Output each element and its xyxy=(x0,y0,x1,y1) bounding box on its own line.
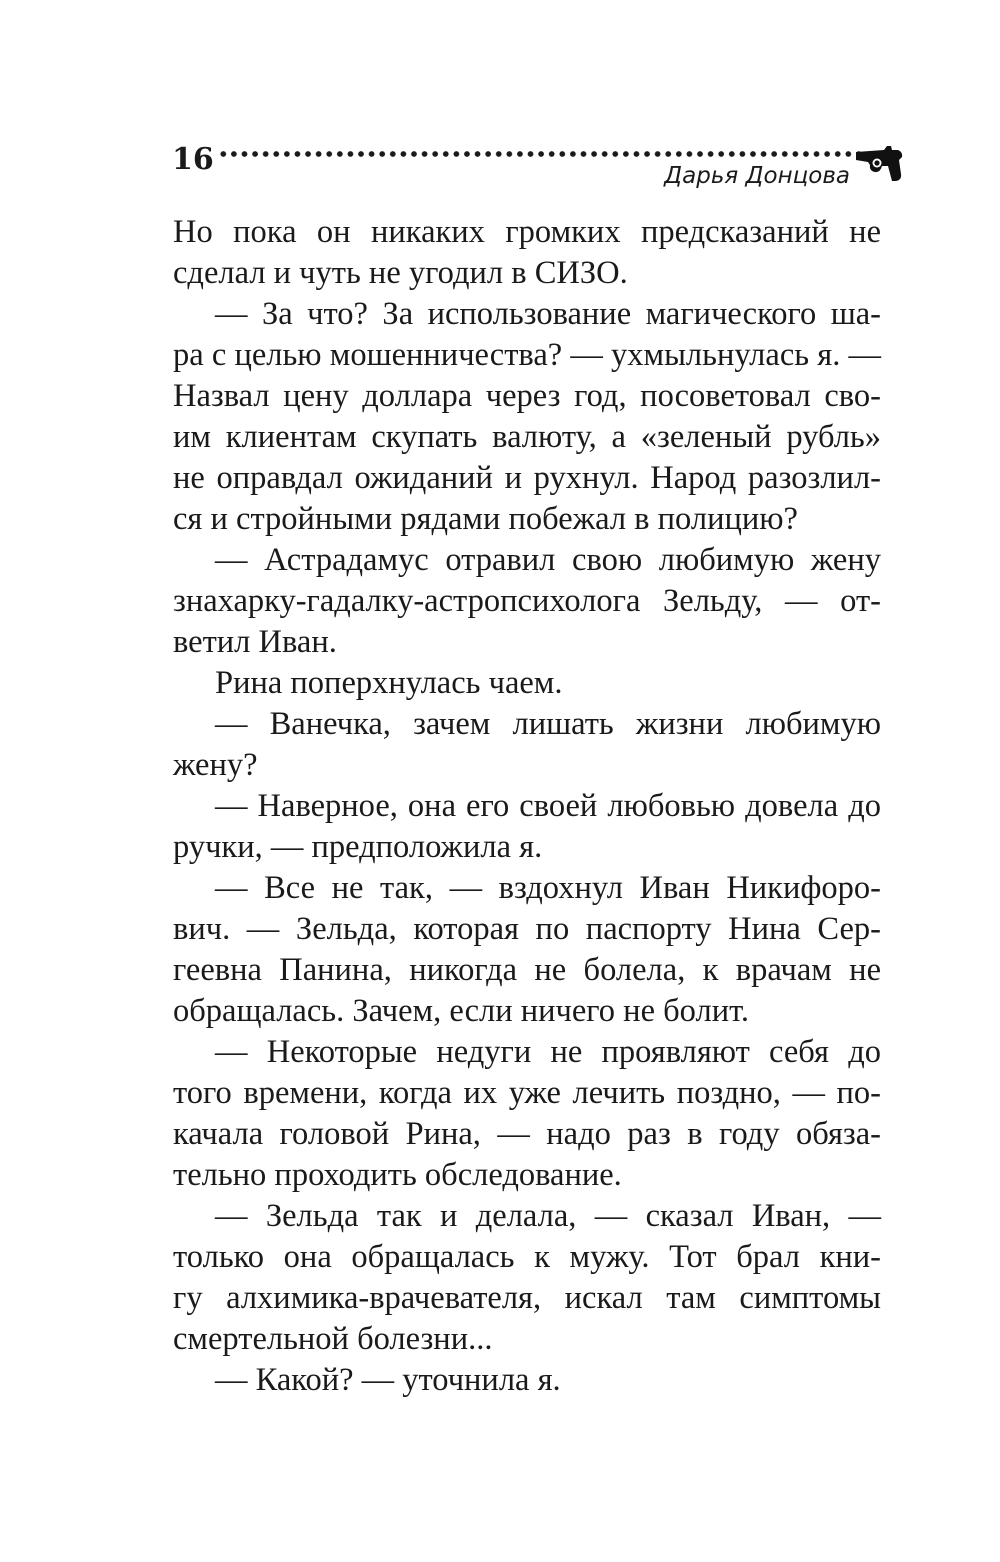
text-line: Рина поперхнулась чаем. xyxy=(215,665,563,701)
text-line: не оправдал ожиданий и рухнул. Народ разозлил- xyxy=(173,460,881,496)
text-line: Но пока он никаких громких предсказаний не xyxy=(173,214,881,250)
text-line: ся и стройными рядами побежал в полицию? xyxy=(173,501,798,537)
page-body-text xyxy=(173,212,881,1401)
text-line: геевна Панина, никогда не болела, к врачам не xyxy=(173,952,881,988)
text-line: — Наверное, она его своей любовью довела до xyxy=(215,788,881,824)
text-line: тельно проходить обследование. xyxy=(173,1157,622,1193)
text-line: обращалась. Зачем, если ничего не болит. xyxy=(173,993,749,1029)
text-line: качала головой Рина, — надо раз в году обяза- xyxy=(173,1116,881,1152)
revolver-icon xyxy=(854,140,906,184)
text-line: смертельной болезни... xyxy=(173,1321,493,1357)
author-name: Дарья Донцова xyxy=(664,163,850,189)
text-line: гу алхимика-врачевателя, искал там симптомы xyxy=(173,1280,881,1316)
header-dotted-rule xyxy=(218,150,860,158)
page-number: 16 xyxy=(172,142,214,177)
text-line: — За что? За использование магического ша- xyxy=(215,296,881,332)
text-line: — Какой? — уточнила я. xyxy=(215,1362,561,1398)
text-line: жену? xyxy=(173,747,258,783)
text-line: — Все не так, — вздохнул Иван Никифоро- xyxy=(215,870,881,906)
text-line: — Астрадамус отравил свою любимую жену xyxy=(215,542,881,578)
text-line: того времени, когда их уже лечить поздно, — по- xyxy=(173,1075,881,1111)
text-line: — Зельда так и делала, — сказал Иван, — xyxy=(215,1198,881,1234)
text-line: — Ванечка, зачем лишать жизни любимую xyxy=(215,706,881,742)
text-line: сделал и чуть не угодил в СИЗО. xyxy=(173,255,628,291)
text-line: только она обращалась к мужу. Тот брал кни- xyxy=(173,1239,881,1275)
text-line: вич. — Зельда, которая по паспорту Нина Сер- xyxy=(173,911,881,947)
text-line: Назвал цену доллара через год, посоветовал сво- xyxy=(173,378,881,414)
text-line: знахарку-гадалку-астропсихолога Зельду, — от- xyxy=(173,583,881,619)
text-line: — Некоторые недуги не проявляют себя до xyxy=(215,1034,881,1070)
text-line: ручки, — предположила я. xyxy=(173,829,543,865)
text-line: им клиентам скупать валюту, а «зеленый рубль» xyxy=(173,419,881,455)
text-line: ра с целью мошенничества? — ухмыльнулась я. — xyxy=(173,337,881,373)
text-line: ветил Иван. xyxy=(173,624,337,660)
